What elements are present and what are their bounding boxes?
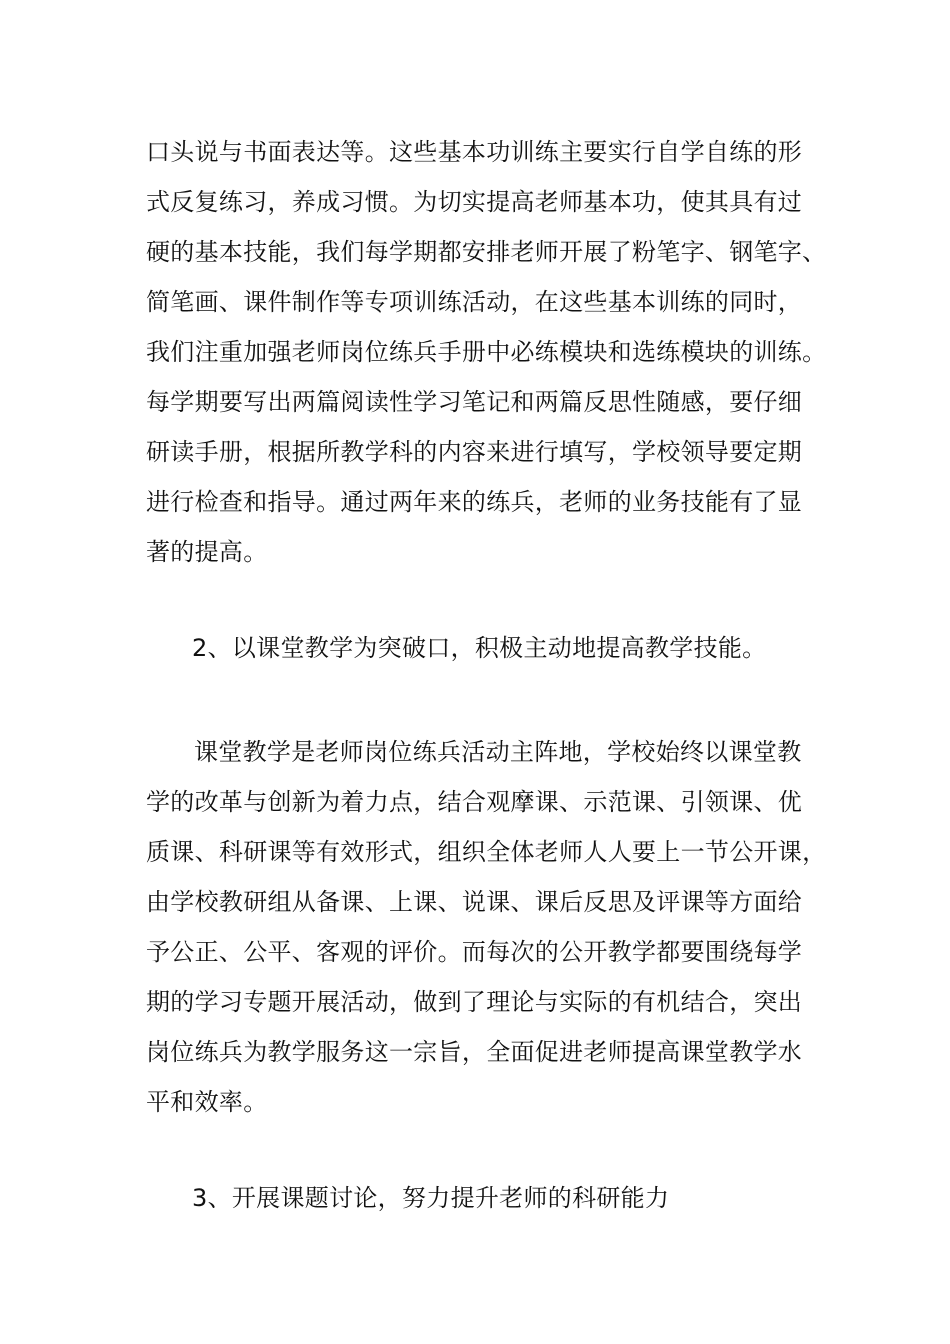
text-line: 质课、科研课等有效形式，组织全体老师人人要上一节公开课， [146,838,827,866]
text-line: 简笔画、课件制作等专项训练活动，在这些基本训练的同时， [146,288,803,316]
text-line: 岗位练兵为教学服务这一宗旨，全面促进老师提高课堂教学水 [146,1038,803,1066]
text-line: 平和效率。 [146,1088,268,1116]
text-line: 每学期要写出两篇阅读性学习笔记和两篇反思性随感，要仔细 [146,388,803,416]
text-line: 予公正、公平、客观的评价。而每次的公开教学都要围绕每学 [146,938,803,966]
text-line: 进行检查和指导。通过两年来的练兵，老师的业务技能有了显 [146,488,803,516]
text-line: 著的提高。 [146,538,268,566]
text-line: 由学校教研组从备课、上课、说课、课后反思及评课等方面给 [146,888,803,916]
text-line: 研读手册，根据所教学科的内容来进行填写，学校领导要定期 [146,438,803,466]
text-line: 期的学习专题开展活动，做到了理论与实际的有机结合，突出 [146,988,803,1016]
text-line: 学的改革与创新为着力点，结合观摩课、示范课、引领课、优 [146,788,803,816]
text-line: 式反复练习，养成习惯。为切实提高老师基本功，使其具有过 [146,188,803,216]
text-line: 课堂教学是老师岗位练兵活动主阵地，学校始终以课堂教 [194,738,802,766]
section-heading-2: 2、以课堂教学为突破口，积极主动地提高教学技能。 [192,634,767,662]
text-line: 硬的基本技能，我们每学期都安排老师开展了粉笔字、钢笔字、 [146,238,827,266]
text-line: 我们注重加强老师岗位练兵手册中必练模块和选练模块的训练。 [146,338,827,366]
text-line: 口头说与书面表达等。这些基本功训练主要实行自学自练的形 [146,138,803,166]
section-heading-3: 3、开展课题讨论，努力提升老师的科研能力 [192,1184,670,1212]
